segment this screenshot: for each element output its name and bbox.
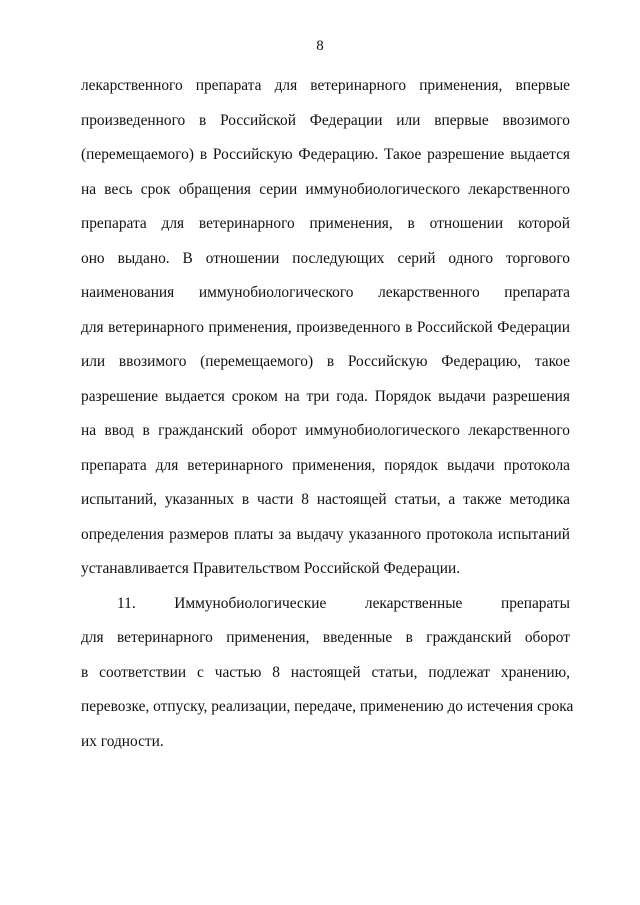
text-line: на ввод в гражданский оборот иммунобиологического лекарственного [81, 422, 570, 439]
text-line: на весь срок обращения серии иммунобиологического лекарственного [81, 181, 570, 198]
text-line: устанавливается Правительством Российской Федерации. [81, 560, 461, 577]
text-line: оно выдано. В отношении последующих серий одного торгового [81, 250, 570, 267]
text-line: их годности. [81, 733, 164, 750]
text-line: или ввозимого (перемещаемого) в Российскую Федерацию, такое [81, 353, 570, 370]
text-line: определения размеров платы за выдачу указанного протокола испытаний [81, 526, 570, 543]
text-line: разрешение выдается сроком на три года. Порядок выдачи разрешения [81, 388, 570, 405]
paragraph-11-first-line: 11. Иммунобиологические лекарственные препараты [117, 595, 570, 612]
page-number: 8 [316, 38, 324, 54]
text-line: препарата для ветеринарного применения, в отношении которой [81, 215, 570, 232]
text-line: лекарственного препарата для ветеринарного применения, впервые [81, 77, 570, 94]
text-line: для ветеринарного применения, введенные в гражданский оборот [81, 629, 570, 646]
text-line: (перемещаемого) в Российскую Федерацию. Такое разрешение выдается [81, 146, 570, 163]
text-line: в соответствии с частью 8 настоящей статьи, подлежат хранению, [81, 664, 570, 681]
text-line: для ветеринарного применения, произведенного в Российской Федерации [81, 319, 570, 336]
text-line: испытаний, указанных в части 8 настоящей статьи, а также методика [81, 491, 570, 508]
text-line: перевозке, отпуску, реализации, передаче, применению до истечения срока [81, 698, 574, 715]
text-line: произведенного в Российской Федерации или впервые ввозимого [81, 112, 570, 129]
text-line: препарата для ветеринарного применения, порядок выдачи протокола [81, 457, 570, 474]
text-line: наименования иммунобиологического лекарственного препарата [81, 284, 570, 301]
